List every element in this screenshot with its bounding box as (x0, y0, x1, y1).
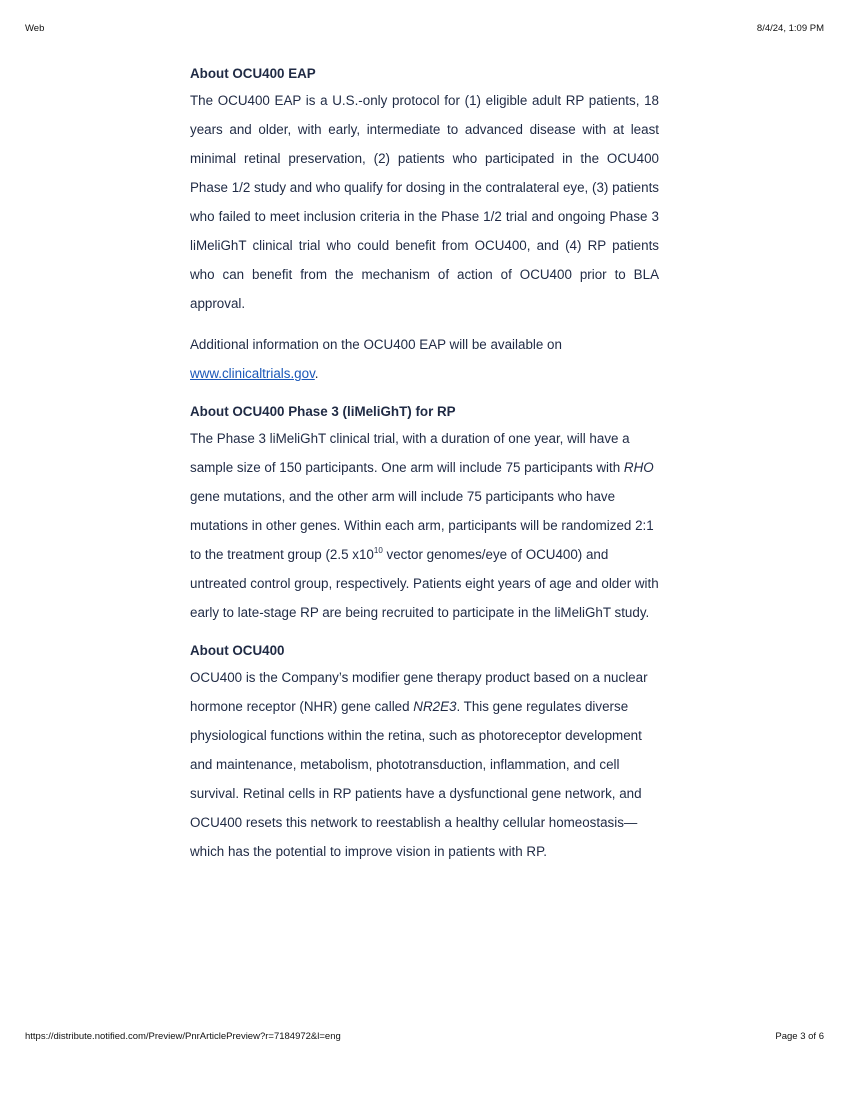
section-body-phase3 (190, 424, 659, 627)
print-header-label: Web (25, 23, 45, 34)
section-heading-about-ocu400: About OCU400 (190, 643, 285, 658)
section-body-about-ocu400 (190, 663, 659, 866)
about-text-1: OCU400 is the Company’s modifier gene therapy product based on a nuclear hormone receptor (NHR) gene called (190, 670, 648, 714)
section-eap (190, 62, 659, 388)
clinicaltrials-link[interactable]: www.clinicaltrials.gov (190, 366, 315, 381)
section-phase3 (190, 400, 659, 627)
section-body-eap: The OCU400 EAP is a U.S.-only protocol for (1) eligible adult RP patients, 18 years and older, with early, intermediate to advanced disease with at least minimal retinal preservation, (2) patients who participated in the OCU400 Phase 1/2 study and who qualify for dosing in the contralateral eye, (3) patients who failed to meet inclusion criteria in the Phase 1/2 trial and ongoing Phase 3 liMeliGhT clinical trial who could benefit from OCU400, and (4) RP patients who can benefit from the mechanism of action of OCU400 prior to BLA approval. (190, 93, 659, 311)
phase3-text-1: The Phase 3 liMeliGhT clinical trial, with a duration of one year, will have a sample size of 150 participants. One arm will include 75 participants with (190, 431, 630, 475)
section-heading-eap: About OCU400 EAP (190, 66, 316, 81)
link-period: . (314, 366, 319, 381)
print-footer-url: https://distribute.notified.com/Preview/PnrArticlePreview?r=7184972&l=eng (25, 1031, 341, 1042)
additional-info-text: Additional information on the OCU400 EAP will be available on (190, 337, 562, 352)
article-content (190, 62, 659, 878)
phase3-gene-rho: RHO (623, 460, 654, 475)
about-gene-nr2e3: NR2E3 (413, 699, 457, 714)
about-text-2: . This gene regulates diverse physiological functions within the retina, such as photoreceptor development and maintenance, metabolism, phototransduction, inflammation, and cell survival. Retinal cells in RP patients have a dysfunctional gene network, and OCU400 resets this network to reestablish a healthy cellular homeostasis—which has the potential to improve vision in patients with RP. (190, 699, 642, 859)
phase3-text-3: vector genomes/eye of OCU400) and untreated control group, respectively. Patients eight years of age and older with early to late-stage RP are being recruited to participate in the liMeliGhT study. (190, 547, 659, 620)
print-footer-page-number: Page 3 of 6 (775, 1031, 824, 1042)
print-header-timestamp: 8/4/24, 1:09 PM (756, 23, 824, 34)
section-heading-phase3: About OCU400 Phase 3 (liMeliGhT) for RP (190, 404, 456, 419)
phase3-exponent: 10 (373, 546, 383, 555)
phase3-text-2: gene mutations, and the other arm will include 75 participants who have mutations in other genes. Within each arm, participants will be randomized 2:1 to the treatment group (2.5 x10 (190, 489, 654, 562)
additional-info-paragraph (190, 330, 659, 388)
section-about-ocu400 (190, 639, 659, 866)
